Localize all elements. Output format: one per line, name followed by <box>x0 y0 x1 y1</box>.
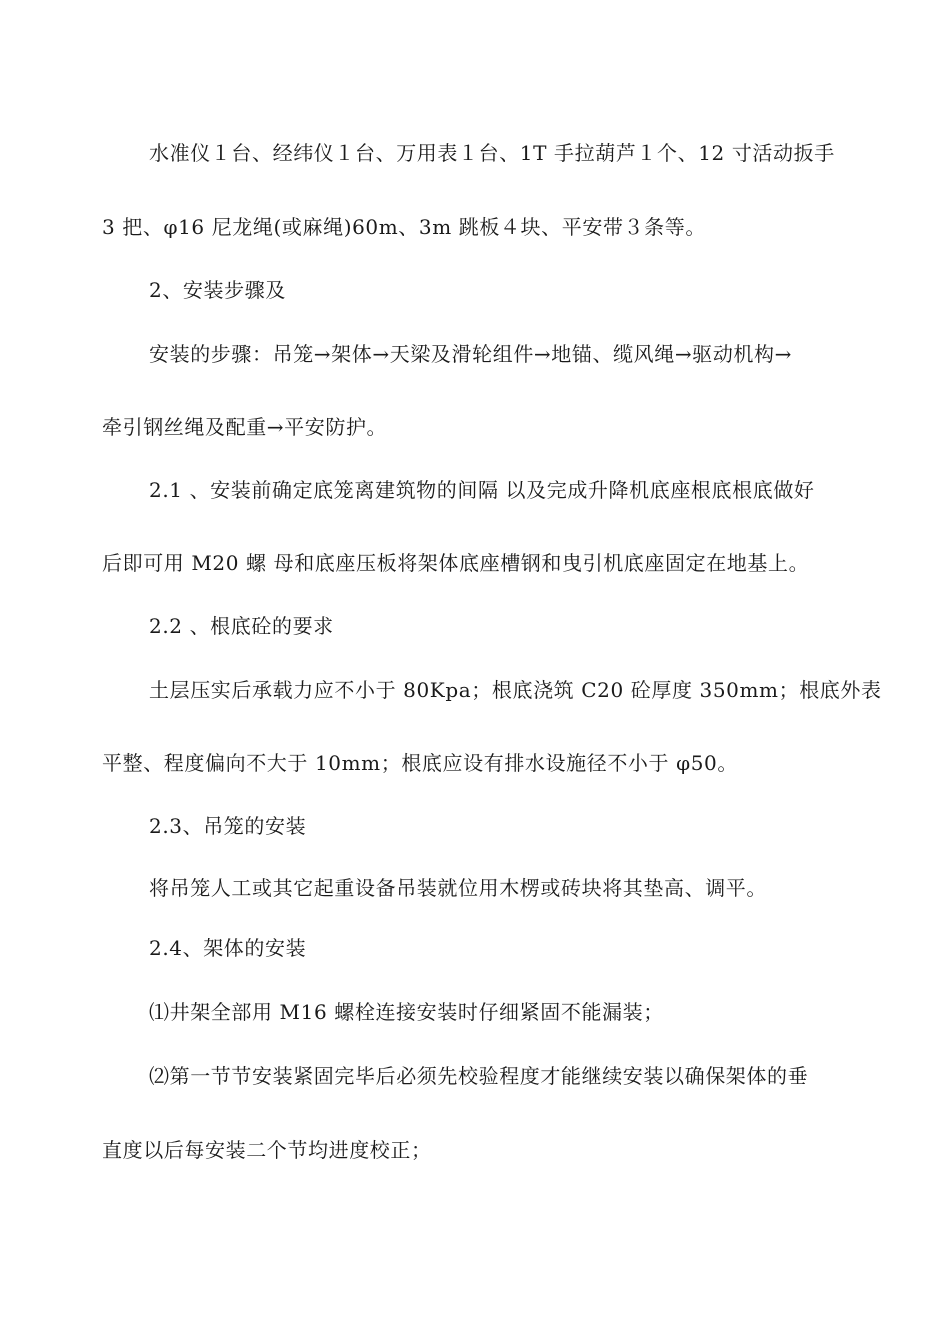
section-heading: 2.3、吊笼的安装 <box>149 814 307 838</box>
paragraph-line: 3 把、φ16 尼龙绳(或麻绳)60m、3m 跳板４块、平安带３条等。 <box>102 215 706 239</box>
paragraph-line: 平整、程度偏向不大于 10mm；根底应设有排水设施径不小于 φ50。 <box>102 751 738 775</box>
list-item: ⑵第一节节安装紧固完毕后必须先校验程度才能继续安装以确保架体的垂 <box>149 1064 809 1088</box>
section-heading: 2.4、架体的安装 <box>149 936 307 960</box>
paragraph-line: 土层压实后承载力应不小于 80Kpa；根底浇筑 C20 砼厚度 350mm；根底外表 <box>149 678 882 702</box>
paragraph-line: 直度以后每安装二个节均进度校正； <box>102 1138 432 1162</box>
paragraph-line: 牵引钢丝绳及配重→平安防护。 <box>102 415 388 439</box>
paragraph-line: 水准仪１台、经纬仪１台、万用表１台、1T 手拉葫芦１个、12 寸活动扳手 <box>149 141 835 165</box>
section-heading: 2.2 、根底砼的要求 <box>149 614 334 638</box>
section-heading: 2、安装步骤及 <box>149 278 286 302</box>
paragraph-line: 后即可用 M20 螺 母和底座压板将架体底座槽钢和曳引机底座固定在地基上。 <box>102 551 810 575</box>
paragraph-line: 将吊笼人工或其它起重设备吊装就位用木楞或砖块将其垫高、调平。 <box>149 876 767 900</box>
list-item: ⑴井架全部用 M16 螺栓连接安装时仔细紧固不能漏装； <box>149 1000 664 1024</box>
section-heading: 2.1 、安装前确定底笼离建筑物的间隔 以及完成升降机底座根底根底做好 <box>149 478 815 502</box>
paragraph-line: 安装的步骤：吊笼→架体→天梁及滑轮组件→地锚、缆风绳→驱动机构→ <box>149 342 792 366</box>
